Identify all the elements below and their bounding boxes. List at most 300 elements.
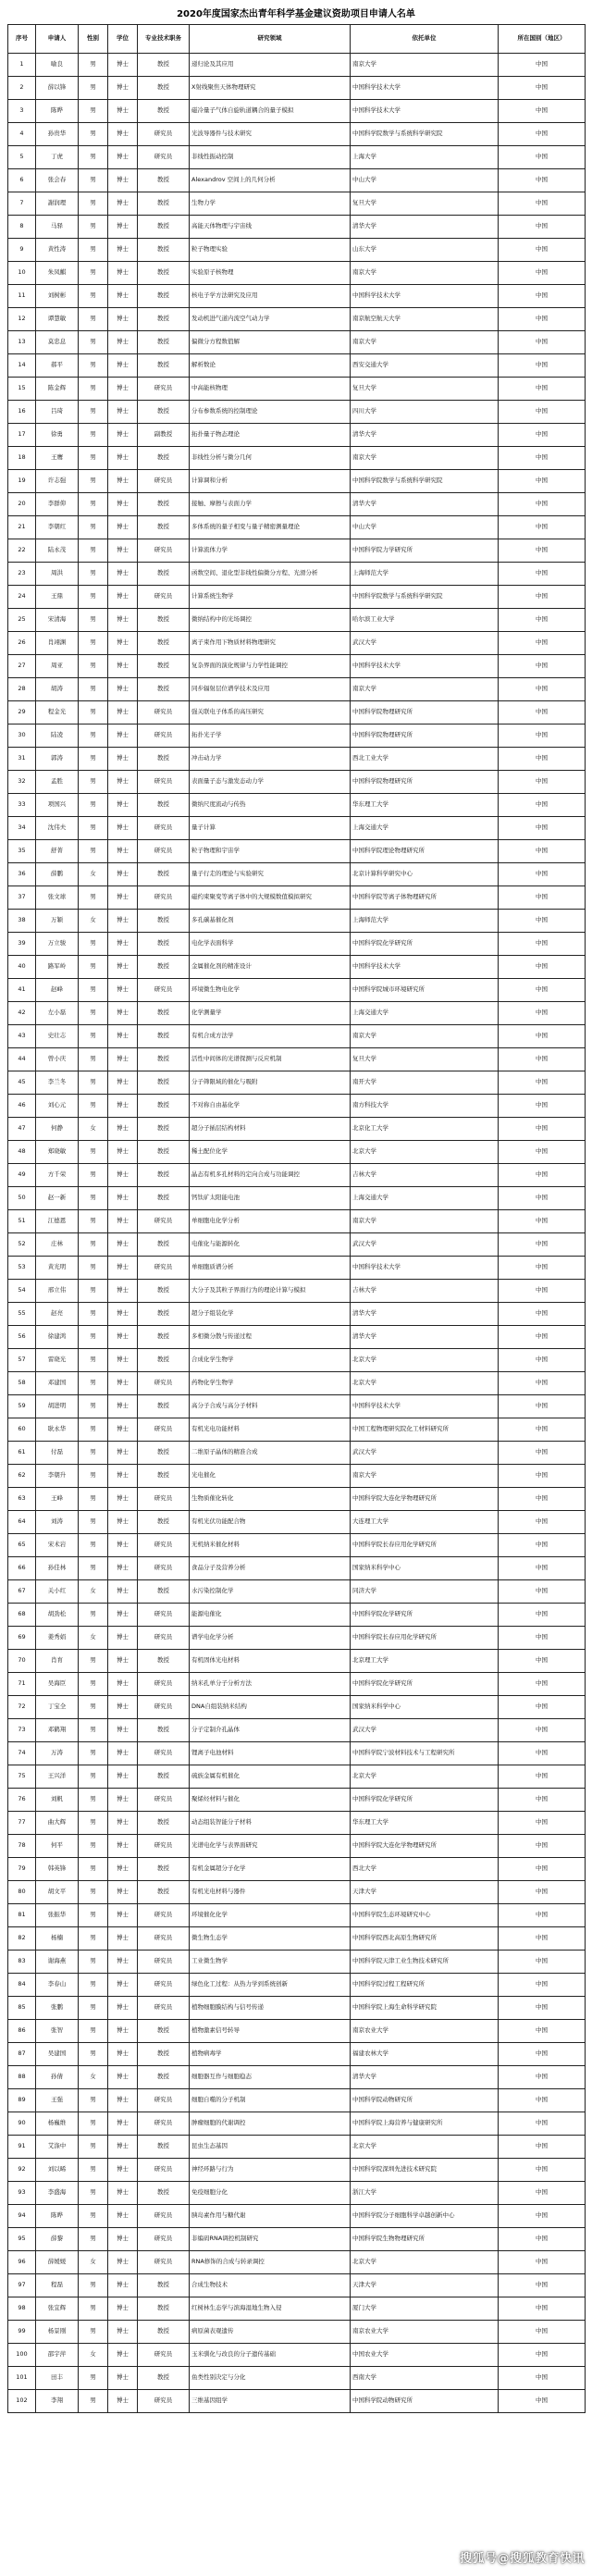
table-row [8, 285, 586, 308]
cell-gender: 男 [79, 539, 108, 563]
cell-index: 15 [8, 378, 36, 401]
cell-title: 教授 [138, 748, 190, 771]
cell-degree: 博士 [108, 632, 138, 655]
cell-field: 有机光伏功能配合物 [190, 1511, 351, 1534]
table-row [8, 1858, 586, 1881]
cell-name: 杨景刚 [36, 2321, 79, 2344]
cell-name: 陈晔 [36, 100, 79, 123]
cell-index: 55 [8, 1303, 36, 1326]
cell-title: 研究员 [138, 1372, 190, 1395]
cell-gender: 男 [79, 1025, 108, 1048]
cell-name: 李群仰 [36, 493, 79, 516]
cell-degree: 博士 [108, 424, 138, 447]
table-row [8, 1835, 586, 1858]
cell-country: 中国 [499, 933, 586, 956]
cell-country: 中国 [499, 1326, 586, 1349]
table-row [8, 724, 586, 748]
cell-country: 中国 [499, 1210, 586, 1233]
cell-country: 中国 [499, 1418, 586, 1442]
cell-country: 中国 [499, 2297, 586, 2321]
cell-gender: 男 [79, 2182, 108, 2205]
table-row [8, 1488, 586, 1511]
cell-field: 高分子合成与高分子材料 [190, 1395, 351, 1418]
table-row [8, 1673, 586, 1696]
cell-degree: 博士 [108, 447, 138, 470]
cell-index: 25 [8, 609, 36, 632]
cell-index: 13 [8, 331, 36, 354]
cell-institution: 北京大学 [351, 1349, 499, 1372]
cell-title: 研究员 [138, 1488, 190, 1511]
cell-institution: 上海交通大学 [351, 1187, 499, 1210]
table-row [8, 378, 586, 401]
cell-gender: 男 [79, 1372, 108, 1395]
cell-institution: 天津大学 [351, 1881, 499, 1904]
cell-title: 研究员 [138, 123, 190, 146]
cell-name: 付磊 [36, 1442, 79, 1465]
cell-field: RNA修饰的合成与转录调控 [190, 2251, 351, 2274]
cell-institution: 上海交通大学 [351, 1002, 499, 1025]
cell-index: 42 [8, 1002, 36, 1025]
cell-institution: 中国科学技术大学 [351, 1257, 499, 1280]
cell-name: 莫忠息 [36, 331, 79, 354]
cell-institution: 中国科学院西北高原生物研究所 [351, 1927, 499, 1951]
cell-country: 中国 [499, 1118, 586, 1141]
cell-field: 计算流体力学 [190, 539, 351, 563]
cell-title: 教授 [138, 169, 190, 192]
cell-institution: 福建农林大学 [351, 2043, 499, 2066]
cell-field: 有机固体光电材料 [190, 1650, 351, 1673]
cell-title: 研究员 [138, 1951, 190, 1974]
cell-field: 金属催化剂的精准设计 [190, 956, 351, 979]
cell-country: 中国 [499, 586, 586, 609]
cell-degree: 博士 [108, 2390, 138, 2413]
cell-gender: 男 [79, 1349, 108, 1372]
cell-name: 吴建国 [36, 2043, 79, 2066]
cell-institution: 武汉大学 [351, 1233, 499, 1257]
cell-name: 李兰冬 [36, 1071, 79, 1095]
cell-title: 教授 [138, 354, 190, 378]
cell-name: 曾小庆 [36, 1048, 79, 1071]
cell-degree: 博士 [108, 1742, 138, 1765]
cell-degree: 博士 [108, 1511, 138, 1534]
cell-institution: 南京农业大学 [351, 2020, 499, 2043]
cell-name: 薛以锋 [36, 77, 79, 100]
cell-degree: 博士 [108, 2112, 138, 2136]
cell-degree: 博士 [108, 2251, 138, 2274]
cell-degree: 博士 [108, 54, 138, 77]
cell-title: 教授 [138, 1511, 190, 1534]
cell-country: 中国 [499, 1303, 586, 1326]
cell-title: 教授 [138, 1141, 190, 1164]
cell-title: 研究员 [138, 1789, 190, 1812]
cell-institution: 上海大学 [351, 146, 499, 169]
cell-institution: 中国科学技术大学 [351, 285, 499, 308]
cell-institution: 大连理工大学 [351, 1511, 499, 1534]
cell-gender: 男 [79, 1095, 108, 1118]
cell-country: 中国 [499, 1650, 586, 1673]
cell-degree: 博士 [108, 1095, 138, 1118]
table-row [8, 1303, 586, 1326]
column-header-country: 所在国别（地区） [499, 25, 586, 54]
cell-name: 邢立伟 [36, 1280, 79, 1303]
cell-country: 中国 [499, 54, 586, 77]
cell-institution: 中山大学 [351, 169, 499, 192]
cell-index: 1 [8, 54, 36, 77]
cell-name: 何静 [36, 1118, 79, 1141]
cell-title: 教授 [138, 1650, 190, 1673]
cell-degree: 博士 [108, 1858, 138, 1881]
table-row [8, 1927, 586, 1951]
cell-index: 90 [8, 2112, 36, 2136]
cell-name: 吕琦 [36, 401, 79, 424]
cell-country: 中国 [499, 1742, 586, 1765]
cell-field: 磁冷量子气体自旋轨道耦合的量子模拟 [190, 100, 351, 123]
cell-institution: 西北工业大学 [351, 748, 499, 771]
cell-country: 中国 [499, 1812, 586, 1835]
cell-gender: 女 [79, 1118, 108, 1141]
table-row [8, 956, 586, 979]
cell-field: X射线聚焦天体物理研究 [190, 77, 351, 100]
cell-gender: 男 [79, 470, 108, 493]
cell-field: 植物病毒学 [190, 2043, 351, 2066]
cell-title: 教授 [138, 331, 190, 354]
cell-gender: 男 [79, 632, 108, 655]
cell-name: 陈金辉 [36, 378, 79, 401]
cell-degree: 博士 [108, 308, 138, 331]
cell-field: 单细胞电化学分析 [190, 1210, 351, 1233]
cell-institution: 清华大学 [351, 216, 499, 239]
table-row [8, 1812, 586, 1835]
cell-name: 王峰 [36, 1488, 79, 1511]
cell-gender: 男 [79, 123, 108, 146]
table-row [8, 1418, 586, 1442]
cell-index: 16 [8, 401, 36, 424]
cell-index: 88 [8, 2066, 36, 2089]
column-header-name: 申请人 [36, 25, 79, 54]
cell-institution: 国家纳米科学中心 [351, 1557, 499, 1580]
cell-index: 37 [8, 886, 36, 910]
cell-name: 雷晓光 [36, 1349, 79, 1372]
cell-country: 中国 [499, 262, 586, 285]
cell-index: 33 [8, 794, 36, 817]
cell-country: 中国 [499, 1557, 586, 1580]
cell-field: 超分子插层结构材料 [190, 1118, 351, 1141]
cell-index: 6 [8, 169, 36, 192]
cell-gender: 男 [79, 2043, 108, 2066]
cell-name: 邵宇萍 [36, 2344, 79, 2367]
cell-title: 教授 [138, 609, 190, 632]
cell-institution: 中国科学院生态环境研究中心 [351, 1904, 499, 1927]
cell-title: 教授 [138, 863, 190, 886]
cell-degree: 博士 [108, 886, 138, 910]
cell-institution: 中国科学院化学研究所 [351, 1789, 499, 1812]
table-row [8, 2367, 586, 2390]
cell-degree: 博士 [108, 1812, 138, 1835]
cell-index: 2 [8, 77, 36, 100]
cell-country: 中国 [499, 701, 586, 724]
cell-name: 程金光 [36, 701, 79, 724]
cell-country: 中国 [499, 2390, 586, 2413]
table-row [8, 1257, 586, 1280]
cell-name: 徐建鸿 [36, 1326, 79, 1349]
cell-name: 郭涛 [36, 748, 79, 771]
cell-name: 李盛海 [36, 2182, 79, 2205]
cell-field: 药物化学生物学 [190, 1372, 351, 1395]
cell-index: 68 [8, 1604, 36, 1627]
cell-field: 同步辐射层位谱学技术及应用 [190, 678, 351, 701]
cell-gender: 男 [79, 2020, 108, 2043]
cell-field: 超分子组装化学 [190, 1303, 351, 1326]
cell-field: 神经环路与行为 [190, 2159, 351, 2182]
cell-name: 赵亮 [36, 1303, 79, 1326]
cell-title: 研究员 [138, 1997, 190, 2020]
cell-field: 电催化与能源转化 [190, 1233, 351, 1257]
cell-title: 教授 [138, 77, 190, 100]
cell-field: 环境微生物电化学 [190, 979, 351, 1002]
cell-degree: 博士 [108, 100, 138, 123]
cell-field: 函数空间、退化型非线性偏微分方程、光滑分析 [190, 563, 351, 586]
cell-country: 中国 [499, 192, 586, 216]
cell-degree: 博士 [108, 1488, 138, 1511]
cell-name: 庄林 [36, 1233, 79, 1257]
cell-institution: 国家纳米科学中心 [351, 1696, 499, 1719]
cell-institution: 中山大学 [351, 516, 499, 539]
cell-index: 24 [8, 586, 36, 609]
cell-institution: 南开大学 [351, 1071, 499, 1095]
table-header-row [8, 25, 586, 54]
cell-gender: 女 [79, 2251, 108, 2274]
cell-country: 中国 [499, 169, 586, 192]
cell-index: 32 [8, 771, 36, 794]
cell-institution: 北京大学 [351, 2136, 499, 2159]
cell-title: 研究员 [138, 378, 190, 401]
cell-degree: 博士 [108, 1580, 138, 1604]
cell-gender: 男 [79, 2112, 108, 2136]
cell-country: 中国 [499, 239, 586, 262]
cell-title: 研究员 [138, 539, 190, 563]
cell-field: 锂离子电池材料 [190, 1742, 351, 1765]
cell-name: 刘心元 [36, 1095, 79, 1118]
cell-degree: 博士 [108, 77, 138, 100]
cell-field: 不对称自由基化学 [190, 1095, 351, 1118]
cell-gender: 男 [79, 2205, 108, 2228]
cell-country: 中国 [499, 563, 586, 586]
cell-gender: 男 [79, 54, 108, 77]
cell-name: 赵一新 [36, 1187, 79, 1210]
cell-field: 离子束作用下物质材料物理研究 [190, 632, 351, 655]
cell-degree: 博士 [108, 771, 138, 794]
cell-index: 50 [8, 1187, 36, 1210]
table-row [8, 2066, 586, 2089]
table-row [8, 748, 586, 771]
cell-field: 微纳尺度流动与传热 [190, 794, 351, 817]
cell-field: 光电催化 [190, 1465, 351, 1488]
cell-degree: 博士 [108, 2274, 138, 2297]
cell-country: 中国 [499, 123, 586, 146]
cell-field: 聚烯烃材料与催化 [190, 1789, 351, 1812]
table-row [8, 447, 586, 470]
cell-gender: 男 [79, 1858, 108, 1881]
cell-institution: 北京大学 [351, 2251, 499, 2274]
cell-title: 教授 [138, 910, 190, 933]
cell-field: 计算调和分析 [190, 470, 351, 493]
cell-country: 中国 [499, 1696, 586, 1719]
cell-degree: 博士 [108, 216, 138, 239]
table-row [8, 2136, 586, 2159]
cell-name: 黄光明 [36, 1257, 79, 1280]
cell-gender: 男 [79, 1604, 108, 1627]
cell-institution: 武汉大学 [351, 632, 499, 655]
cell-gender: 男 [79, 771, 108, 794]
cell-title: 研究员 [138, 1696, 190, 1719]
cell-country: 中国 [499, 609, 586, 632]
table-row [8, 1372, 586, 1395]
cell-country: 中国 [499, 2228, 586, 2251]
cell-name: 刘涛 [36, 1511, 79, 1534]
cell-title: 研究员 [138, 586, 190, 609]
cell-title: 教授 [138, 2367, 190, 2390]
cell-title: 教授 [138, 2297, 190, 2321]
cell-degree: 博士 [108, 1835, 138, 1858]
cell-title: 研究员 [138, 1835, 190, 1858]
cell-country: 中国 [499, 1395, 586, 1418]
table-row [8, 2251, 586, 2274]
cell-field: 有机合成方法学 [190, 1025, 351, 1048]
cell-degree: 博士 [108, 956, 138, 979]
cell-title: 教授 [138, 1071, 190, 1095]
cell-degree: 博士 [108, 2297, 138, 2321]
cell-index: 61 [8, 1442, 36, 1465]
cell-name: 方千荣 [36, 1164, 79, 1187]
table-row [8, 1742, 586, 1765]
cell-field: 红树林生态学与滨海湿地生物入侵 [190, 2297, 351, 2321]
table-row [8, 216, 586, 239]
cell-country: 中国 [499, 1881, 586, 1904]
cell-degree: 博士 [108, 1048, 138, 1071]
cell-field: 工业微生物学 [190, 1951, 351, 1974]
cell-index: 98 [8, 2297, 36, 2321]
table-row [8, 77, 586, 100]
cell-name: 杨巍维 [36, 2112, 79, 2136]
cell-name: 江德恩 [36, 1210, 79, 1233]
table-row [8, 1048, 586, 1071]
cell-title: 研究员 [138, 2205, 190, 2228]
column-header-field: 研究领域 [190, 25, 351, 54]
cell-field: 粒子物理实验 [190, 239, 351, 262]
cell-name: 朱凤麒 [36, 262, 79, 285]
cell-field: 粒子物理和宇宙学 [190, 840, 351, 863]
table-row [8, 1627, 586, 1650]
cell-field: 磁约束聚变等离子体中的大规模数值模拟研究 [190, 886, 351, 910]
table-row [8, 632, 586, 655]
cell-country: 中国 [499, 956, 586, 979]
cell-name: 李春山 [36, 1974, 79, 1997]
table-row [8, 1719, 586, 1742]
cell-country: 中国 [499, 1627, 586, 1650]
cell-country: 中国 [499, 1904, 586, 1927]
cell-country: 中国 [499, 331, 586, 354]
cell-field: 实验原子核物理 [190, 262, 351, 285]
cell-name: 郝平 [36, 354, 79, 378]
cell-title: 教授 [138, 239, 190, 262]
cell-institution: 中国科学院化学研究所 [351, 1673, 499, 1696]
table-row [8, 1118, 586, 1141]
cell-field: 非线性分析与微分几何 [190, 447, 351, 470]
cell-country: 中国 [499, 771, 586, 794]
cell-institution: 上海交通大学 [351, 817, 499, 840]
cell-country: 中国 [499, 493, 586, 516]
cell-index: 74 [8, 1742, 36, 1765]
cell-institution: 复旦大学 [351, 192, 499, 216]
cell-index: 63 [8, 1488, 36, 1511]
table-row [8, 1280, 586, 1303]
table-row [8, 146, 586, 169]
table-row [8, 2043, 586, 2066]
cell-field: 接触、摩擦与表面力学 [190, 493, 351, 516]
cell-field: 胰岛素作用与糖代谢 [190, 2205, 351, 2228]
cell-degree: 博士 [108, 586, 138, 609]
cell-index: 9 [8, 239, 36, 262]
cell-institution: 南京大学 [351, 262, 499, 285]
cell-country: 中国 [499, 308, 586, 331]
cell-country: 中国 [499, 655, 586, 678]
cell-degree: 博士 [108, 1349, 138, 1372]
cell-gender: 男 [79, 1719, 108, 1742]
cell-institution: 南京大学 [351, 1465, 499, 1488]
cell-institution: 北京大学 [351, 1141, 499, 1164]
cell-title: 教授 [138, 1326, 190, 1349]
cell-institution: 西北大学 [351, 1858, 499, 1881]
cell-institution: 西安交通大学 [351, 354, 499, 378]
cell-degree: 博士 [108, 401, 138, 424]
cell-institution: 清华大学 [351, 2066, 499, 2089]
cell-name: 许志强 [36, 470, 79, 493]
cell-title: 教授 [138, 2321, 190, 2344]
cell-name: 路军岭 [36, 956, 79, 979]
table-row [8, 2182, 586, 2205]
cell-index: 38 [8, 910, 36, 933]
cell-gender: 男 [79, 2297, 108, 2321]
cell-title: 教授 [138, 2043, 190, 2066]
cell-field: 光谱电化学与表界面研究 [190, 1835, 351, 1858]
table-row [8, 493, 586, 516]
cell-field: 高能天体物理与宇宙线 [190, 216, 351, 239]
cell-institution: 清华大学 [351, 1303, 499, 1326]
cell-degree: 博士 [108, 1673, 138, 1696]
cell-gender: 男 [79, 77, 108, 100]
cell-index: 28 [8, 678, 36, 701]
cell-index: 23 [8, 563, 36, 586]
cell-index: 73 [8, 1719, 36, 1742]
cell-index: 7 [8, 192, 36, 216]
cell-title: 研究员 [138, 1604, 190, 1627]
cell-name: 薛黎 [36, 2228, 79, 2251]
cell-field: 微生物生态学 [190, 1927, 351, 1951]
cell-gender: 男 [79, 331, 108, 354]
cell-degree: 博士 [108, 1696, 138, 1719]
cell-degree: 博士 [108, 1951, 138, 1974]
cell-title: 教授 [138, 2274, 190, 2297]
cell-degree: 博士 [108, 239, 138, 262]
cell-name: 肖翊渊 [36, 632, 79, 655]
cell-field: 植物激素信号转导 [190, 2020, 351, 2043]
table-row [8, 401, 586, 424]
table-row [8, 2274, 586, 2297]
cell-name: 徐勇 [36, 424, 79, 447]
cell-gender: 男 [79, 1141, 108, 1164]
cell-field: 谱学电化学分析 [190, 1627, 351, 1650]
cell-title: 教授 [138, 1187, 190, 1210]
